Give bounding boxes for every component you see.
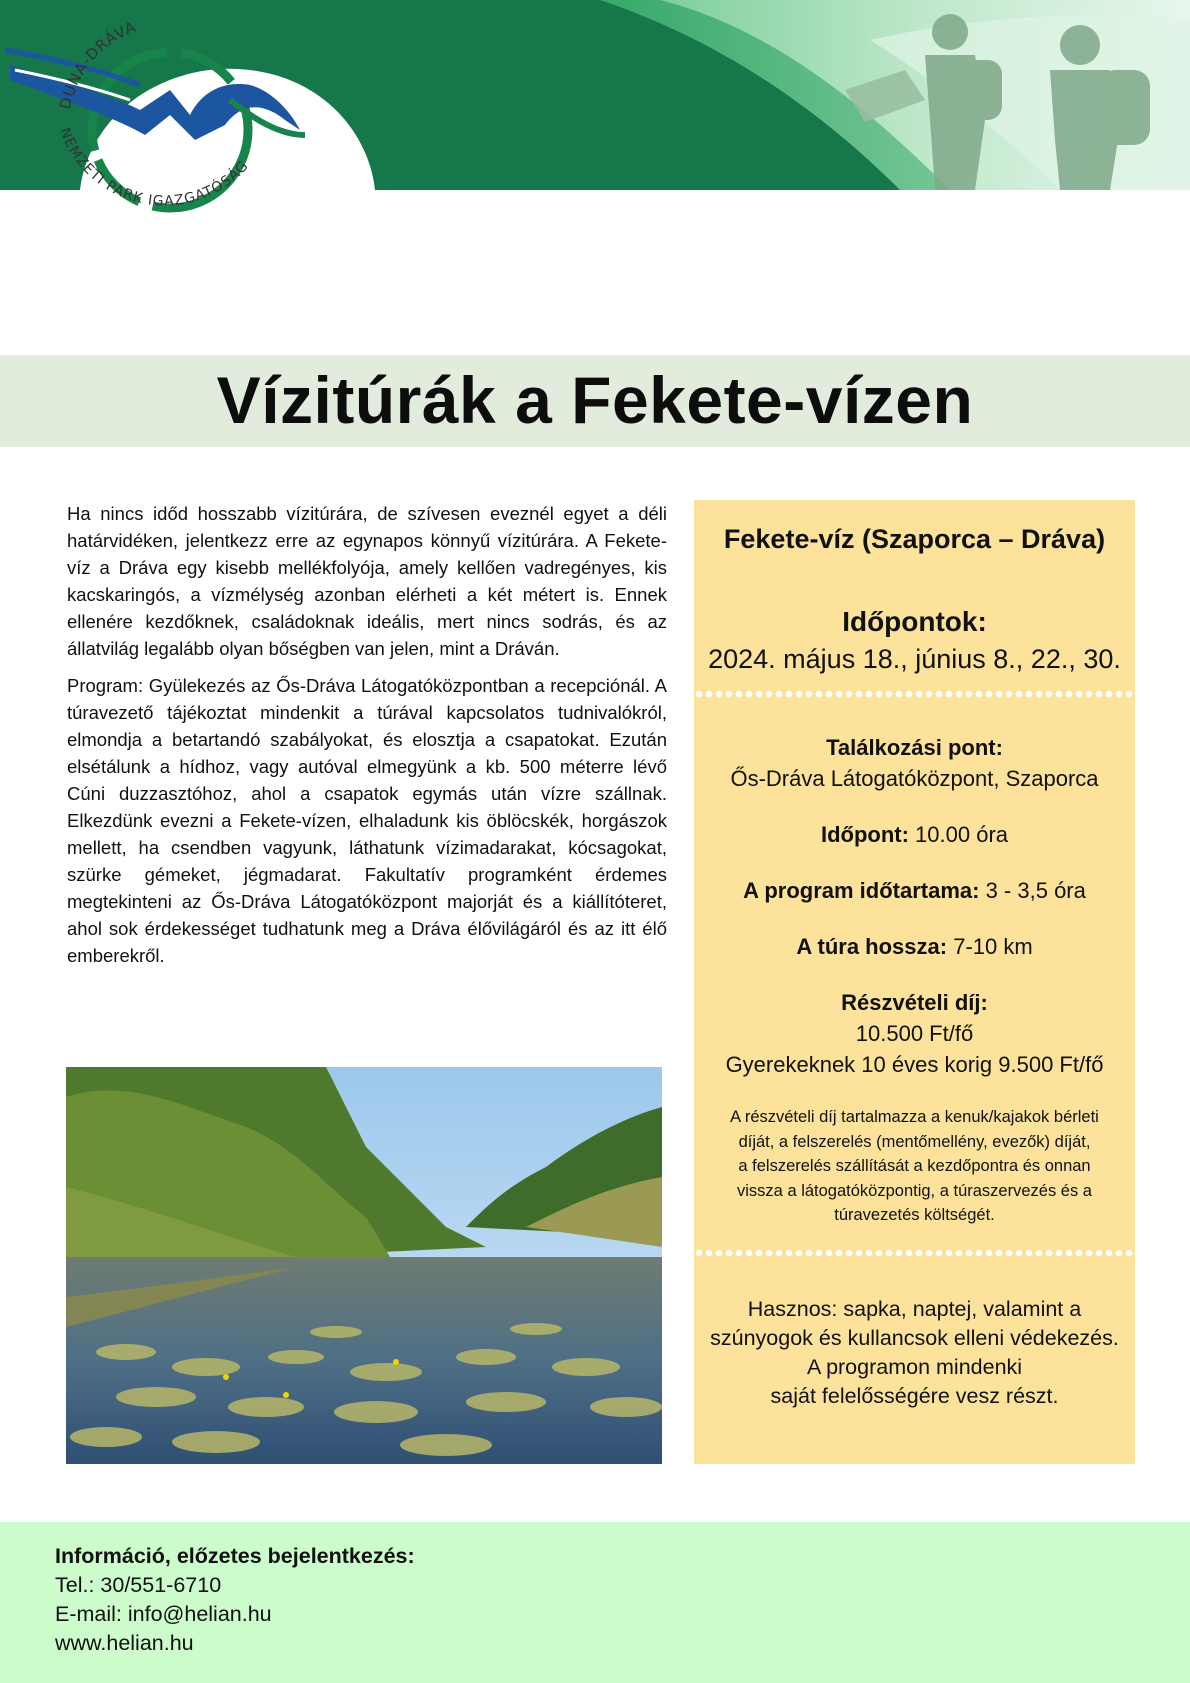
dotted-divider: [694, 690, 1135, 698]
fee-child: Gyerekeknek 10 éves korig 9.500 Ft/fő: [725, 1052, 1104, 1077]
dotted-divider: [694, 1249, 1135, 1257]
svg-text:NEMZETI PARK IGAZGATÓSÁG: [56, 126, 252, 210]
meeting-label: Találkozási pont:: [826, 735, 1003, 760]
river-photo: [66, 1067, 662, 1464]
page-title: Vízitúrák a Fekete-vízen: [216, 363, 974, 437]
program-duration: [694, 875, 1135, 906]
fee-note-line: A részvételi díj tartalmazza a kenuk/kajakok bérleti: [730, 1108, 1099, 1126]
contact-footer: [0, 1522, 1190, 1683]
intro-paragraph-2: Program: Gyülekezés az Ős-Dráva Látogatóközpontban a recepciónál. A túravezető tájékoztat mindenkit a túrával kapcsolatos tudnivalókról, elmondja a betartandó szabályokat, és elosztja a csapatokat. Ezután elsétálunk a hídhoz, vagy autóval elmegyünk a kb. 500 méterre lévő Cúni duzzasztóhoz, ahol a csapatok egymás után vízre szállnak. Elkezdünk evezni a Fekete-vízen, elhaladunk kis öblöcskék, horgászok mellett, ha csendben vagyunk, láthatunk vízimadarakat, kócsagokat, szürke gémeket, jégmadarat. Fakultatív programként érdemes megtekinteni az Ős-Dráva Látogatóközpont majorját és a kiállítóteret, ahol sok érdekességet tudhatunk meg a Dráva élővilágáról és az itt élő emberekről.: [67, 675, 667, 966]
useful-line: A programon mindenki: [806, 1355, 1023, 1379]
route-heading: Fekete-víz (Szaporca – Dráva): [723, 524, 1106, 554]
useful-line: Hasznos: sapka, naptej, valamint a: [747, 1297, 1082, 1321]
meeting-point: [694, 732, 1135, 794]
time-label: Időpont:: [820, 822, 909, 847]
contact-website[interactable]: www.helian.hu: [55, 1631, 194, 1655]
contact-heading: Információ, előzetes bejelentkezés:: [55, 1544, 415, 1568]
dates-value: 2024. május 18., június 8., 22., 30.: [708, 644, 1121, 674]
intro-paragraph-1: Ha nincs időd hosszabb vízitúrára, de szívesen eveznél egyet a déli határvidéken, jelentkezz erre az egynapos könnyű vízitúrára. A Fekete-víz a Dráva egy kisebb mellékfolyója, amely kellően vadregényes, kis kacskaringós, a vízmélység azonban elérheti a két métert is. Ennek ellenére kezdőknek, családoknak ideális, mert nincs sodrás, és az állatvilág legalább olyan bőségben van jelen, mint a Dráván.: [67, 503, 667, 659]
fee-note: [704, 1105, 1125, 1228]
fee-value: 10.500 Ft/fő: [855, 1021, 974, 1046]
participation-fee: [694, 987, 1135, 1080]
contact-phone[interactable]: Tel.: 30/551-6710: [55, 1573, 222, 1597]
fee-label: Részvételi díj:: [841, 990, 988, 1015]
logo-top-text: DUNA-DRÁVA: [56, 17, 140, 111]
intro-text: [67, 500, 667, 979]
fee-note-line: túravezetés költségét.: [834, 1206, 995, 1224]
duration-value: 3 - 3,5 óra: [979, 878, 1086, 903]
meeting-value: Ős-Dráva Látogatóközpont, Szaporca: [730, 766, 1099, 791]
dates-label: Időpontok:: [842, 606, 987, 637]
length-value: 7-10 km: [947, 934, 1033, 959]
useful-line: saját felelősségére vesz részt.: [770, 1384, 1059, 1408]
time-value: 10.00 óra: [908, 822, 1009, 847]
length-label: A túra hossza:: [796, 934, 948, 959]
useful-info: [694, 1295, 1135, 1411]
logo-bottom-text: NEMZETI PARK IGAZGATÓSÁG: [56, 125, 253, 210]
header-banner: [0, 0, 1190, 330]
fee-note-line: díját, a felszerelés (mentőmellény, evezők) díját,: [738, 1132, 1091, 1151]
contact-email[interactable]: E-mail: info@helian.hu: [55, 1602, 272, 1626]
tour-length: [694, 931, 1135, 962]
fee-note-line: vissza a látogatóközpontig, a túraszervezés és a: [737, 1181, 1092, 1200]
fee-note-line: a felszerelés szállítását a kezdőpontra és onnan: [738, 1157, 1091, 1175]
info-box: [694, 500, 1135, 1464]
start-time: [694, 819, 1135, 850]
duna-drava-logo: [0, 0, 340, 240]
duration-label: A program időtartama:: [743, 878, 980, 903]
useful-line: szúnyogok és kullancsok elleni védekezés.: [710, 1326, 1119, 1350]
